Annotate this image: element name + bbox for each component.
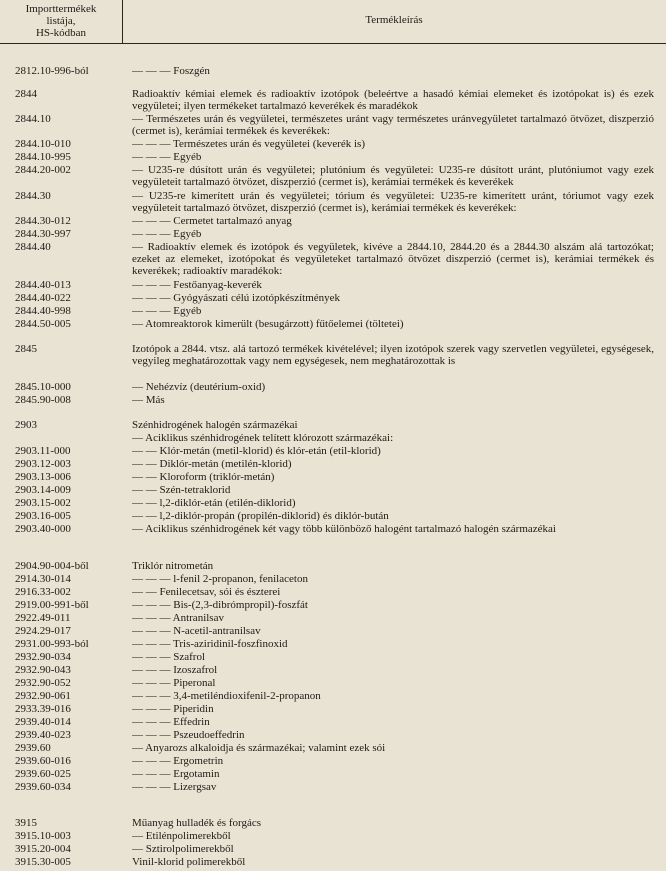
hs-code: 2844.10-995	[15, 151, 71, 163]
hs-code: 3915.20-004	[15, 843, 71, 855]
hs-code: 3915.10-003	[15, 830, 71, 842]
hs-code: 2932.90-061	[15, 690, 71, 702]
product-description: — Anyarozs alkaloidja és származékai; valamint ezek sói	[132, 742, 386, 754]
product-description: — Sztirolpolimerekből	[132, 843, 234, 855]
header-hs-code-line: Importtermékek	[25, 3, 97, 15]
product-description: — — — Piperidin	[132, 703, 214, 715]
hs-code: 2924.29-017	[15, 625, 71, 637]
hs-code: 3915.30-005	[15, 856, 71, 868]
hs-code: 2844.30	[15, 190, 51, 202]
hs-code: 2932.90-043	[15, 664, 71, 676]
product-description: — — Klór-metán (metil-klorid) és klór-etán (etil-klorid)	[132, 445, 381, 457]
product-description: Műanyag hulladék és forgács	[132, 817, 262, 829]
product-description: — Aciklikus szénhidrogének telített klórozott származékai:	[132, 432, 394, 444]
product-description: Szénhidrogének halogén származékai	[132, 419, 298, 431]
product-description: — — — Lizergsav	[132, 781, 217, 793]
hs-code: 2844.40-013	[15, 279, 71, 291]
product-description: — — — Egyéb	[132, 228, 202, 240]
product-description: Vinil-klorid polimerekből	[132, 856, 246, 868]
product-description: — — l,2-diklór-propán (propilén-diklorid) és diklór-bután	[132, 510, 389, 522]
hs-code: 2939.60-016	[15, 755, 71, 767]
product-description: — — — Piperonal	[132, 677, 216, 689]
product-description: — — — Izoszafrol	[132, 664, 218, 676]
product-description: — — — Foszgén	[132, 65, 210, 77]
product-description: — — l,2-diklór-etán (etilén-diklorid)	[132, 497, 296, 509]
hs-code: 2844	[15, 88, 37, 100]
product-description: — Atomreaktorok kimerült (besugárzott) fűtőelemei (töltetei)	[132, 318, 404, 330]
hs-code: 2844.40	[15, 241, 51, 253]
header-column-divider	[122, 0, 123, 43]
hs-code: 2939.60	[15, 742, 51, 754]
product-description: — — — Pszeudoeffedrin	[132, 729, 245, 741]
hs-code: 2916.33-002	[15, 586, 71, 598]
product-description: — — — Antranilsav	[132, 612, 224, 624]
hs-code: 2931.00-993-ból	[15, 638, 89, 650]
hs-code: 2932.90-034	[15, 651, 71, 663]
header-hs-code	[4, 3, 118, 39]
hs-code: 2844.30-012	[15, 215, 71, 227]
hs-code: 2903.12-003	[15, 458, 71, 470]
product-description: — — — Természetes urán és vegyületei (keverék is)	[132, 138, 365, 150]
product-description: — — Szén-tetraklorid	[132, 484, 231, 496]
table-header	[0, 0, 666, 44]
product-description: — — — Festőanyag-keverék	[132, 279, 262, 291]
product-description: — — — Egyéb	[132, 151, 202, 163]
product-description: — Radioaktív elemek és izotópok és vegyületek, kivéve a 2844.10, 2844.20 és a 2844.30 alszám alá tartozókat; ezeket az elemeket, izotópokat és vegyületeket tartalmazó ötvözet diszperzió (cermet is), kerámiai termékek és keverékek; radioaktív maradékok:	[132, 241, 654, 277]
product-description: Radioaktív kémiai elemek és radioaktív izotópok (beleértve a hasadó kémiai elemeket és izotópokat is) és ezek vegyületei; ilyen termékeket tartalmazó keverékek és maradékok	[132, 88, 654, 112]
hs-code: 2933.39-016	[15, 703, 71, 715]
product-description: — — Fenilecetsav, sói és észterei	[132, 586, 281, 598]
product-description: — — — Gyógyászati célú izotópkészítmények	[132, 292, 341, 304]
hs-code: 2844.10-010	[15, 138, 71, 150]
product-description: — — — Effedrin	[132, 716, 210, 728]
hs-code: 2812.10-996-ból	[15, 65, 89, 77]
hs-code: 2922.49-011	[15, 612, 71, 624]
hs-code: 2844.40-998	[15, 305, 71, 317]
hs-code: 2904.90-004-ből	[15, 560, 89, 572]
header-hs-code-line: HS-kódban	[35, 27, 87, 39]
product-description: — — — Tris-aziridinil-foszfinoxid	[132, 638, 288, 650]
hs-code: 2919.00-991-ből	[15, 599, 89, 611]
product-description: — Más	[132, 394, 165, 406]
hs-code: 2845.10-000	[15, 381, 71, 393]
product-description: — Aciklikus szénhidrogének két vagy több különböző halogént tartalmazó halogén származékai	[132, 523, 556, 535]
hs-code: 2903.11-000	[15, 445, 71, 457]
product-description: — Etilénpolimerekből	[132, 830, 231, 842]
product-description: — Természetes urán és vegyületei, természetes uránt vagy természetes uránvegyületet tartalmazó ötvözet, diszperzió (cermet is), kerámiai termékek és keverékek:	[132, 113, 654, 137]
product-description: Izotópok a 2844. vtsz. alá tartozó termékek kivételével; ilyen izotópok szerek vagy szervetlen vegyületei, egységesek, vegyileg meghatározottak vagy nem egységesek, nem meghatározottak is	[132, 343, 654, 367]
product-description: — Nehézvíz (deutérium-oxid)	[132, 381, 266, 393]
hs-code: 2844.30-997	[15, 228, 71, 240]
product-description: — — — Bis-(2,3-dibrómpropil)-foszfát	[132, 599, 308, 611]
hs-code: 2939.40-014	[15, 716, 71, 728]
hs-code: 2844.10	[15, 113, 51, 125]
hs-code: 2903.14-009	[15, 484, 71, 496]
hs-code: 2845.90-008	[15, 394, 71, 406]
product-description: — — — N-acetil-antranilsav	[132, 625, 261, 637]
product-description: — — — Egyéb	[132, 305, 202, 317]
product-description: — U235-re dúsított urán és vegyületei; plutónium és vegyületei: U235-re dúsított uránt, plutóniumot vagy ezek vegyületeit tartalmazó ötvözet, diszperzió (cermet is), kerámiai termékek és keverékek	[132, 164, 654, 188]
hs-code: 2844.40-022	[15, 292, 71, 304]
product-description: — — — Szafrol	[132, 651, 206, 663]
product-description: — — — 3,4-metiléndioxifenil-2-propanon	[132, 690, 321, 702]
product-description: Triklór nitrometán	[132, 560, 214, 572]
product-description: — U235-re kimerített urán és vegyületei; tórium és vegyületei: U235-re kimerített uránt, tóriumot vagy ezek vegyületeit tartalmazó ötvözet, diszperzió (cermet is), kerámiai termékek és keverékek:	[132, 190, 654, 214]
hs-code: 2939.60-025	[15, 768, 71, 780]
hs-code: 2903.15-002	[15, 497, 71, 509]
hs-code: 3915	[15, 817, 37, 829]
hs-code: 2903.13-006	[15, 471, 71, 483]
product-description: — — Diklór-metán (metilén-klorid)	[132, 458, 292, 470]
hs-code: 2939.60-034	[15, 781, 71, 793]
product-description: — — Kloroform (triklór-metán)	[132, 471, 275, 483]
hs-code: 2903.40-000	[15, 523, 71, 535]
product-description: — — — Cermetet tartalmazó anyag	[132, 215, 292, 227]
hs-code: 2914.30-014	[15, 573, 71, 585]
hs-code: 2903	[15, 419, 37, 431]
hs-code: 2845	[15, 343, 37, 355]
hs-code: 2939.40-023	[15, 729, 71, 741]
header-product-description: Termékleírás	[365, 14, 423, 26]
product-description: — — — Ergometrin	[132, 755, 224, 767]
hs-code: 2903.16-005	[15, 510, 71, 522]
hs-code: 2932.90-052	[15, 677, 71, 689]
product-description: — — — l-fenil 2-propanon, fenilaceton	[132, 573, 308, 585]
hs-code: 2844.50-005	[15, 318, 71, 330]
product-description: — — — Ergotamin	[132, 768, 220, 780]
hs-code: 2844.20-002	[15, 164, 71, 176]
header-hs-code-line: listája,	[46, 15, 76, 27]
